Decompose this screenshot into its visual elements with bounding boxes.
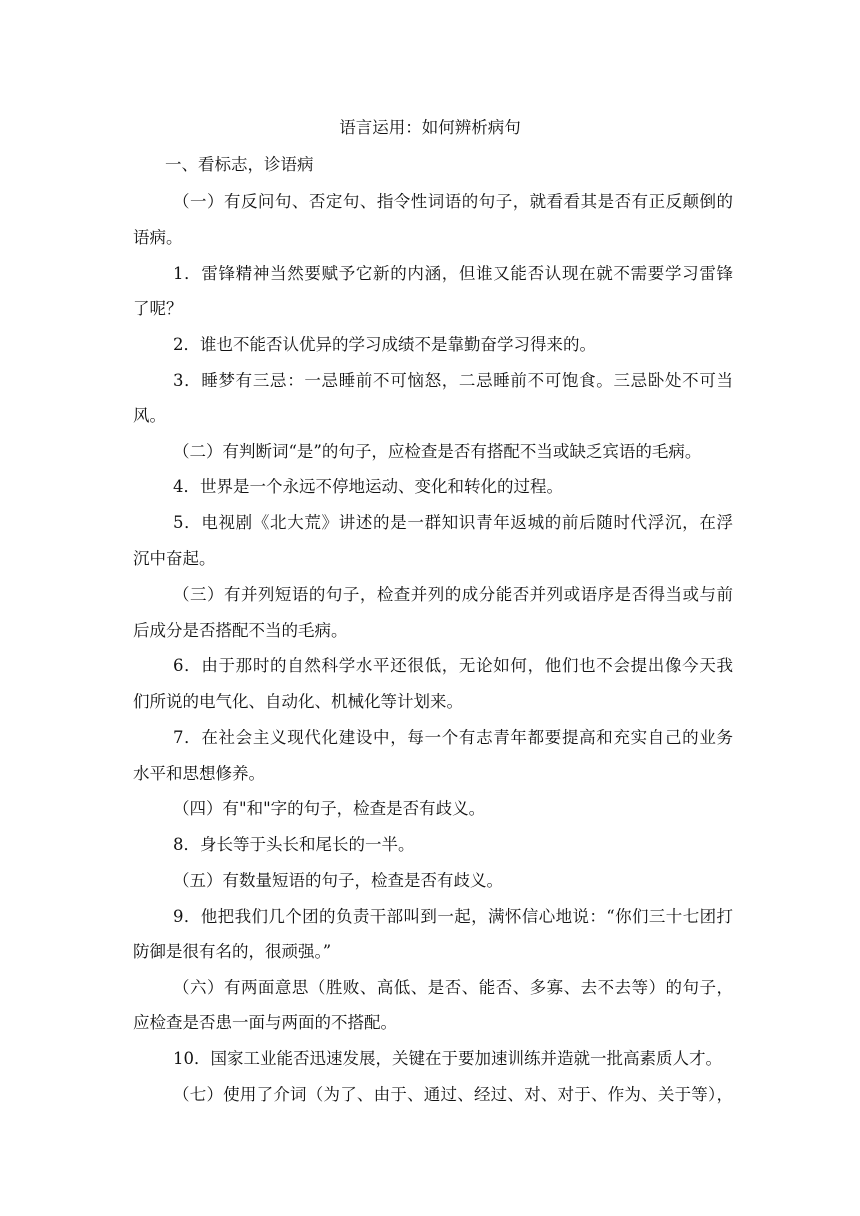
paragraph-line: 水平和思想修养。	[133, 764, 265, 783]
subsection-heading: （五）有数量短语的句子，检查是否有歧义。	[173, 871, 503, 890]
subsection-heading: （三）有并列短语的句子，检查并列的成分能否并列或语序是否得当或与前	[173, 585, 733, 604]
paragraph-line: 风。	[133, 406, 166, 425]
example-sentence: 6．由于那时的自然科学水平还很低，无论如何，他们也不会提出像今天我	[173, 656, 733, 675]
example-sentence: 1．雷锋精神当然要赋予它新的内涵，但谁又能否认现在就不需要学习雷锋	[173, 264, 733, 283]
subsection-heading: （六）有两面意思（胜败、高低、是否、能否、多寡、去不去等）的句子，	[173, 978, 733, 997]
example-sentence: 5．电视剧《北大荒》讲述的是一群知识青年返城的前后随时代浮沉，在浮	[173, 513, 733, 532]
paragraph-line: 沉中奋起。	[133, 549, 216, 568]
subsection-heading: （二）有判断词“是”的句子，应检查是否有搭配不当或缺乏宾语的毛病。	[173, 442, 702, 461]
subsection-heading: （一）有反问句、否定句、指令性词语的句子，就看看其是否有正反颠倒的	[173, 192, 733, 211]
subsection-heading: （四）有"和"字的句子，检查是否有歧义。	[173, 799, 486, 818]
example-sentence: 10．国家工业能否迅速发展，关键在于要加速训练并造就一批高素质人才。	[173, 1049, 722, 1068]
example-sentence: 4．世界是一个永远不停地运动、变化和转化的过程。	[173, 477, 563, 496]
subsection-heading: （七）使用了介词（为了、由于、通过、经过、对、对于、作为、关于等），	[173, 1085, 733, 1104]
paragraph-line: 语病。	[133, 228, 183, 247]
paragraph-line: 后成分是否搭配不当的毛病。	[133, 621, 348, 640]
section-heading: 一、看标志，诊语病	[165, 155, 314, 174]
example-sentence: 7．在社会主义现代化建设中，每一个有志青年都要提高和充实自己的业务	[173, 728, 733, 747]
example-sentence: 2．谁也不能否认优异的学习成绩不是靠勤奋学习得来的。	[173, 335, 596, 354]
document-title: 语言运用：如何辨析病句	[339, 118, 521, 137]
example-sentence: 3．睡梦有三忌：一忌睡前不可恼怒，二忌睡前不可饱食。三忌卧处不可当	[173, 371, 733, 390]
paragraph-line: 防御是很有名的，很顽强。”	[133, 942, 332, 961]
paragraph-line: 应检查是否患一面与两面的不搭配。	[133, 1013, 397, 1032]
example-sentence: 8．身长等于头长和尾长的一半。	[173, 835, 415, 854]
example-sentence: 9．他把我们几个团的负责干部叫到一起，满怀信心地说：“你们三十七团打	[173, 907, 733, 926]
paragraph-line: 们所说的电气化、自动化、机械化等计划来。	[133, 692, 463, 711]
paragraph-line: 了呢？	[133, 299, 183, 318]
